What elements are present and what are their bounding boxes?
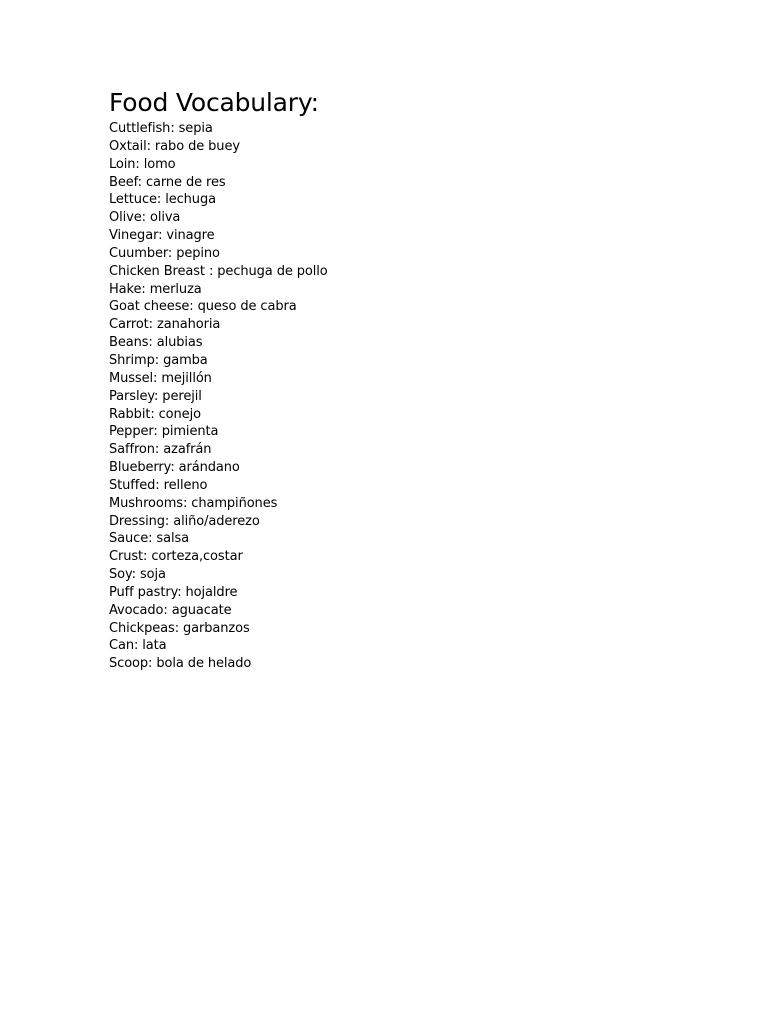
vocabulary-entry: Pepper: pimienta bbox=[109, 424, 219, 440]
vocabulary-entry: Soy: soja bbox=[109, 567, 166, 583]
document-content bbox=[109, 86, 709, 673]
vocabulary-entry: Dressing: aliño/aderezo bbox=[109, 513, 260, 529]
vocabulary-entry: Mushrooms: champiñones bbox=[109, 495, 278, 511]
vocabulary-entry: Sauce: salsa bbox=[109, 531, 190, 547]
vocabulary-entry: Mussel: mejillón bbox=[109, 370, 212, 386]
vocabulary-list bbox=[109, 120, 709, 673]
vocabulary-entry: Oxtail: rabo de buey bbox=[109, 138, 240, 154]
vocabulary-entry: Cuttlefish: sepia bbox=[109, 121, 213, 136]
vocabulary-entry: Crust: corteza,costar bbox=[109, 549, 243, 565]
vocabulary-entry: Goat cheese: queso de cabra bbox=[109, 299, 297, 315]
vocabulary-entry: Loin: lomo bbox=[109, 156, 176, 172]
vocabulary-entry: Blueberry: arándano bbox=[109, 460, 240, 476]
vocabulary-entry: Olive: oliva bbox=[109, 210, 181, 226]
vocabulary-entry: Scoop: bola de helado bbox=[109, 656, 252, 672]
vocabulary-entry: Parsley: perejil bbox=[109, 388, 202, 404]
vocabulary-entry: Puff pastry: hojaldre bbox=[109, 584, 238, 600]
vocabulary-entry: Cuumber: pepino bbox=[109, 245, 220, 261]
vocabulary-entry: Hake: merluza bbox=[109, 281, 202, 297]
vocabulary-entry: Beans: alubias bbox=[109, 335, 203, 351]
vocabulary-entry: Saffron: azafrán bbox=[109, 442, 212, 458]
vocabulary-entry: Carrot: zanahoria bbox=[109, 317, 221, 333]
vocabulary-entry: Chickpeas: garbanzos bbox=[109, 620, 250, 636]
vocabulary-entry: Rabbit: conejo bbox=[109, 406, 201, 422]
vocabulary-entry: Stuffed: relleno bbox=[109, 477, 208, 493]
vocabulary-entry: Can: lata bbox=[109, 638, 167, 654]
vocabulary-entry: Avocado: aguacate bbox=[109, 602, 232, 618]
vocabulary-entry: Shrimp: gamba bbox=[109, 352, 208, 368]
vocabulary-entry: Vinegar: vinagre bbox=[109, 228, 215, 244]
vocabulary-entry: Beef: carne de res bbox=[109, 174, 226, 190]
vocabulary-entry: Chicken Breast : pechuga de pollo bbox=[109, 263, 328, 279]
vocabulary-entry: Lettuce: lechuga bbox=[109, 192, 216, 208]
document-title: Food Vocabulary: bbox=[109, 88, 319, 117]
